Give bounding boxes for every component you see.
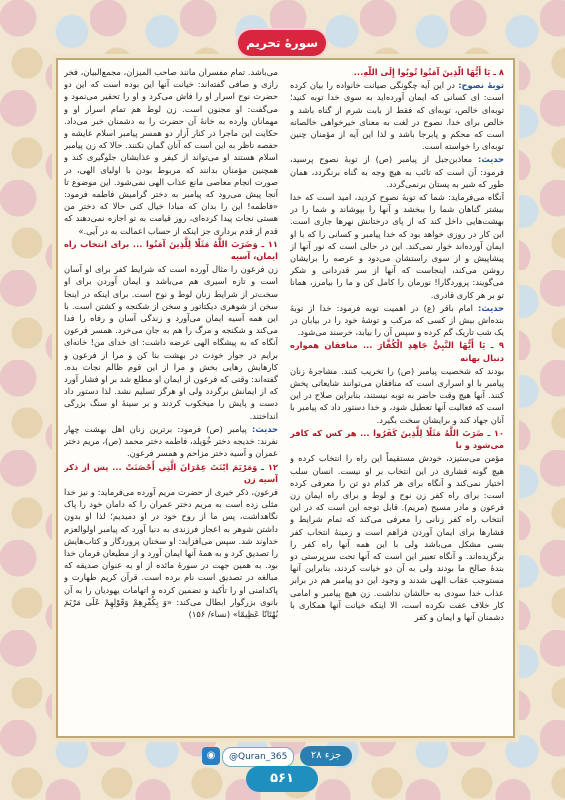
verse-heading: ۸ ـ يَا أَيُّهَا الَّذِينَ آمَنُوا تُوبُوا إِلَى اللَّهِ... (353, 67, 504, 77)
paragraph-text: مؤمن می‌ستیزد، خودش مستقیماً این راه را انتخاب کرده و هیچ گونه فشاری در این انتخاب بر او نیست. انسان سلب اختیار نمی‌کند و آنگاه برای هر کدام دو تن را معرفی کرده است: برای راه کفر زن نوح و لوط و برای راه ایمان زن فرعون و مادر مسیح (مریم). قابل توجه این است که در این انتخاب راه کفر زنانی را معرفی می‌کند که تمام شرایط و فشارها برای ایمان آوردن فراهم است و زمینهٔ انتخاب کفر بسی مشکل می‌باشد ولی با این همه آنها راه کفر را برگزیده‌اند. و آنگاه تعبیر این است که آنها تحت سرپرستی دو بندهٔ صالح ما بودند ولی به آن دو خیانت کردند، بنابراین آنها مستوجب عقاب الهی شدند و وجود این دو پیامبر هم در برابر عذاب خدا سودی به حالشان نداشت. زن هیچ پیامبر و امامی کار خلاف عفت نکرده است، الا اینکه خیانت آنها همکاری با دشمنان آنها و ایمان و کفر (290, 453, 504, 622)
commentary-paragraph (290, 191, 504, 301)
commentary-paragraph (290, 302, 504, 339)
commentary-paragraph (290, 79, 504, 152)
paragraph-text: می‌باشد. تمام مفسران مانند صاحب المیزان، مجمع‌البیان، فخر رازی و صافی گفته‌اند: خیانت آنها این بوده است که این دو حضرت نوح اسرار او را فاش می‌کرد و او را تحقیر می‌نمود و می‌گفت: او مجنون است. زن لوط هم تمام اسرار او و مهمانان وارده به خانهٔ آن حضرت را به دشمنان خبر می‌داد. حکایت این ماجرا در کنار آزار دو همسر پیامبر اسلام عایشه و حفصه ناظر به این است که آنان گمان نکنند. حالا که زن پیامبر اسلام هستند او می‌تواند از کیفر و عذابشان جلوگیری کند و همچنین مؤمنان بدانند که مربوط بودن با اولیای الهی، در صورت انجام معاصی مانع عذاب الهی نمی‌شود. این موضوع تا آنجا پیش می‌رود که پیامبر به دختر گرامیش فاطمه فرمود: «فاطمه! این را بدان که مبادا خیال کنی حالا که دختر من هستی نجات پیدا کرده‌ای، روز قیامت به تو اجازه نمی‌دهند که قدم از قدم برداری جز اینکه از حساب اعمالت به در آیی.» (64, 67, 278, 236)
channel-handle[interactable]: @Quran_365 (222, 747, 294, 767)
commentary-paragraph (64, 66, 278, 237)
term-label: توبهٔ نصوح: (458, 80, 504, 91)
surah-title: سورهٔ تحریم (238, 30, 326, 56)
verse-heading: ۱۱ ـ وَضَرَبَ اللَّهُ مَثَلًا لِلَّذِينَ آمَنُوا ... برای انتخاب راه ایمان، آسیه (64, 238, 278, 262)
commentary-paragraph (290, 452, 504, 623)
paragraph-text: بودند که شخصیت پیامبر (ص) را تخریب کنند. مشاجرهٔ زنان پیامبر با او اسراری است که منافقان می‌توانند شایعاتی پخش کنند. آنها هیچ وقت حاضر به توبه نیستند، بنابراین صلاح در این است که فعالیت آنها تعطیل شود، و خدا دستور داد که پیامبر با آنان جهاد کند و برایشان سخت بگیرد. (290, 365, 504, 425)
channel-logo-icon: ◉ (202, 747, 220, 765)
verse-heading: ۱۰ ـ ضَرَبَ اللَّهُ مَثَلًا لِلَّذِينَ كَفَرُوا ... هر کس که کافر می‌شود و با (290, 427, 504, 451)
paragraph-text: در این آیه چگونگی صیانت خانواده را بیان کرده است: ای کسانی که ایمان آورده‌اید به سوی خدا توبه کنید؛ توبه‌ای خالص، توبه‌ای که فقط از بابت شرم از گناه باشد و خالص برای خدا. نصوح در لغت به معنای خیرخواهی خالصانه است که محکم و پابرجا باشد و لذا این آیه از مؤمنان چنین توبه‌ای را خواسته است. (290, 80, 504, 152)
left-column (64, 66, 278, 726)
page-number: ۵۶۱ (246, 766, 318, 792)
paragraph-text: پیامبر (ص) فرمود: برترین زنان اهل بهشت چهار نفرند: خدیجه دختر خُوَیلد، فاطمه دختر محمد (ص)، مریم دختر عمران و آسیه دختر مزاحم و همسر فرعون. (64, 423, 278, 459)
commentary-paragraph (290, 153, 504, 190)
verse-heading: ۹ ـ يَا أَيُّهَا النَّبِيُّ جَاهِدِ الْكُفَّارَ ... منافقان همواره دنبال بهانه (290, 340, 504, 363)
verse-heading: ۱۲ ـ وَمَرْيَمَ ابْنَتَ عِمْرَانَ الَّتِي أَحْصَنَتْ ... پس از ذکر آسیه زن (64, 461, 278, 484)
commentary-paragraph (64, 486, 278, 620)
paragraph-text: امام باقر (ع) در اهمیت توبه فرمود: خدا از توبهٔ بنده‌اش بیش از کسی که مرکب و توشهٔ خود را در بیابان در یک شب تاریک گم کرده و سپس آن را بیابد، خرسند می‌شود. (290, 302, 504, 338)
juz-label: جزء ۲۸ (300, 746, 352, 766)
commentary-paragraph (290, 365, 504, 426)
commentary-paragraph (64, 423, 278, 460)
paragraph-text: آنگاه می‌فرماید: شما که توبهٔ نصوح کردید، امید است که خدا بیشتر گناهان شما را ببخشد و آنها را بپوشاند و شما را در بهشت‌هایی داخل کند که از پای درختانش نهرها جاری است. این کار در روزی خواهد بود که خدا پیامبر و کسانی را که با او ایمان آورده‌اند خوار نمی‌کند. این در حالی است که نور آنها از پیشاپیش و از سوی راستشان می‌دود و عرصه را برایشان روشن می‌کند، اینجاست که آنها از سر قدردانی و شکر می‌گویند: پروردگارا! نورمان را کامل کن و ما را بیامرز، همانا تو بر هر کاری قادری. (290, 192, 504, 300)
term-label: حدیث: (252, 423, 278, 434)
commentary-paragraph (64, 263, 278, 422)
paragraph-text: فرعون، ذکر خیری از حضرت مریم آورده می‌فرماید: و نیز خدا مثلی زده است به مریم دختر عمران را که دامان خود را پاک نگاهداشت، پس ما از روح خود در او دمیدیم؛ لذا او بدون داشتن شوهر به اعجاز فرزندی به دنیا آورد که پیامبر اولوالعزم خداوند شد. سپس می‌افزاید: او سخنان پروردگار و کتاب‌هایش را تصدیق کرد و به همهٔ آنها ایمان آورد و از مطیعان فرمان خدا بود. به همین جهت در سورهٔ مائده از او به عنوان صدیقه که مبالغه در تصدیق است نام برده است. قرآن کریم طهارت و پاکدامنی او را تأکید و تضمین کرده و اتهامات یهودیان را به آن بانوی بزرگوار ابطال می‌کند: «وَ بِكُفْرِهِمْ وَقَوْلِهِمْ عَلَى مَرْيَمَ بُهْتَانًا عَظِيمًا» (نساء/ ۱۵۶) (64, 486, 278, 619)
right-column (290, 66, 504, 726)
term-label: حدیث: (478, 302, 504, 313)
term-label: حدیث: (478, 154, 504, 165)
paragraph-text: زن فرعون را مثال آورده است که شرایط کفر برای او آسان است و تازه اسیری هم می‌باشد و ایمان آوردن برای او سخت‌تر از شرایط زنان لوط و نوح است. برای اینکه در اینجا سخن از شوهری دیکتاتور و سخن از شکنجه و کشتن است. با این همه آسیه ایمان می‌آورد و زندگی آسان و رفاه را فدا می‌کند و شکنجه و مرگ را هم به جان می‌خرد. همسر فرعون آنگاه که به پیشگاه الهی عرضه داشت: ای خدای من! خانه‌ای برایم در جوار خودت در بهشت بنا کن و مرا از فرعون و کارهایش رهایی بخش و مرا از این قوم ظالم نجات بده. گفته‌اند: وقتی که فرعون از ایمان او مطلع شد بر او فشار آورد که از ایمانش برگردد ولی او هرگز تسلیم نشد. لذا دستور داد دست و پایش را میخکوب کردند و بر سینهٔ او سنگ بزرگی انداختند. (64, 264, 278, 421)
paragraph-text: معاذبن‌جبل از پیامبر (ص) از توبهٔ نصوح پرسید، فرمود: آن است که تائب به هیچ وجه به گناه برنگردد، همان طور که شیر به پستان برنمی‌گردد. (290, 154, 504, 189)
